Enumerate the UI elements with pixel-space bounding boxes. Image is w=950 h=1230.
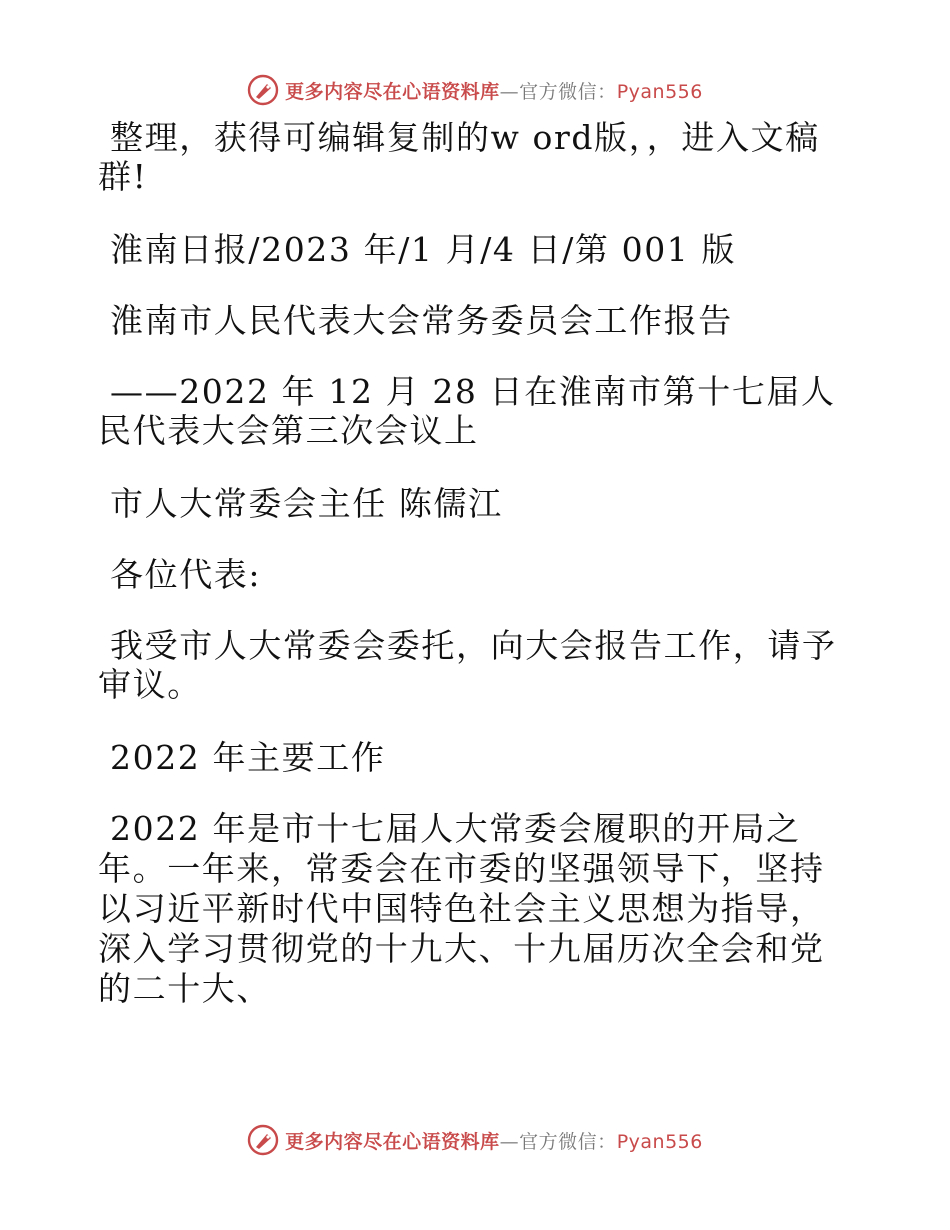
author-line: 市人大常委会主任 陈儒江 bbox=[110, 484, 503, 523]
intro-paragraph: 整理，获得可编辑复制的w ord版，，进入文稿群! bbox=[98, 118, 820, 196]
report-subtitle: ——2022 年 12 月 28 日在淮南市第十七届人民代表大会第三次会议上 bbox=[98, 372, 836, 450]
footer-banner-wechat-id: Pyan556 bbox=[616, 1130, 703, 1153]
footer-banner-wechat-label: 官方微信： bbox=[519, 1130, 617, 1153]
opening-paragraph: 我受市人大常委会委托，向大会报告工作，请予审议。 bbox=[98, 626, 837, 704]
header-banner-text bbox=[285, 77, 703, 104]
header-banner-dash: — bbox=[499, 80, 520, 103]
document-body bbox=[98, 118, 858, 1009]
source-line: 淮南日报/2023 年/1 月/4 日/第 001 版 bbox=[110, 230, 737, 269]
header-banner-wechat-id: Pyan556 bbox=[616, 80, 703, 103]
body-paragraph: 2022 年是市十七届人大常委会履职的开局之年。一年来，常委会在市委的坚强领导下，坚持以习近平新时代中国特色社会主义思想为指导，深入学习贯彻党的十九大、十九届历次全会和党的二十大、 bbox=[98, 809, 825, 1008]
footer-banner-dash: — bbox=[499, 1130, 520, 1153]
report-title: 淮南市人民代表大会常务委员会工作报告 bbox=[110, 301, 733, 340]
pen-nib-circle-icon bbox=[247, 74, 279, 106]
pen-nib-circle-icon bbox=[247, 1124, 279, 1156]
header-banner-wechat-label: 官方微信： bbox=[519, 80, 617, 103]
header-banner-title: 更多内容尽在心语资料库 bbox=[285, 80, 500, 103]
footer-banner-title: 更多内容尽在心语资料库 bbox=[285, 1130, 500, 1153]
salutation: 各位代表: bbox=[110, 555, 262, 594]
header-banner bbox=[0, 70, 950, 110]
footer-banner bbox=[0, 1120, 950, 1160]
footer-banner-text bbox=[285, 1127, 703, 1154]
section-heading: 2022 年主要工作 bbox=[110, 738, 386, 777]
